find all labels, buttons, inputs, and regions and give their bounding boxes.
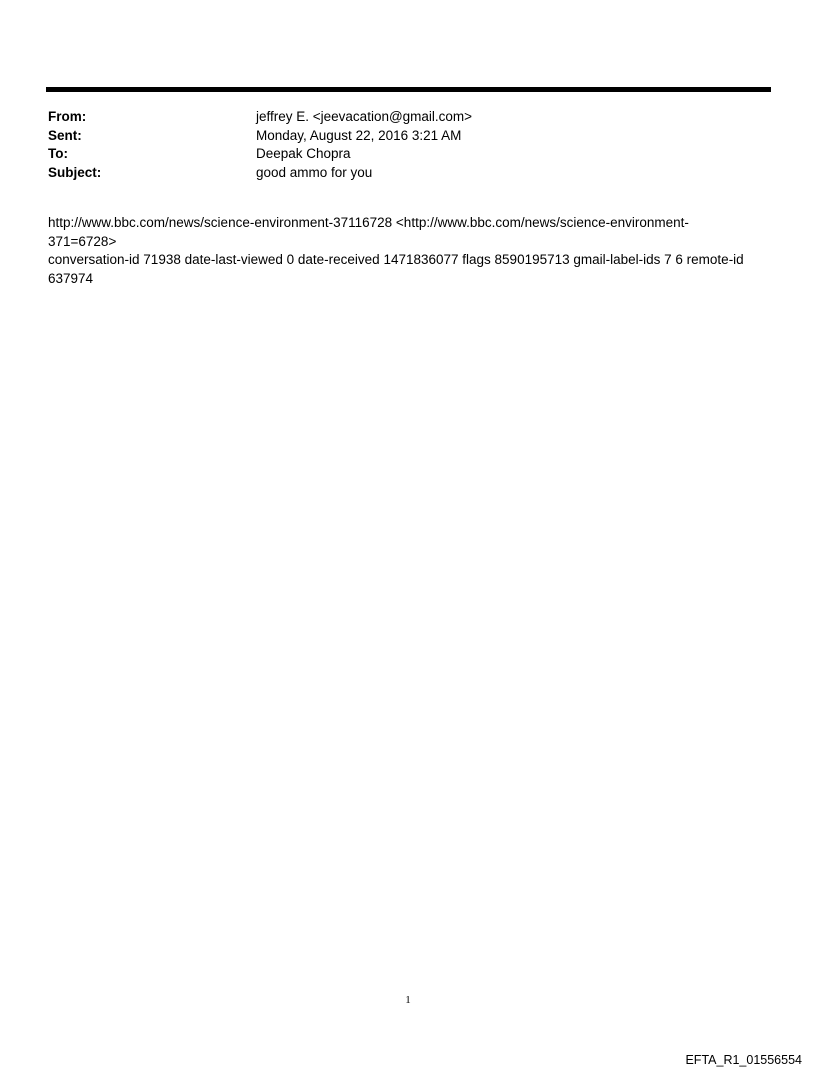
to-row — [48, 145, 768, 164]
body-metadata-continuation: 637974 — [48, 270, 94, 286]
subject-label: Subject: — [48, 164, 102, 180]
email-header — [48, 108, 768, 182]
header-divider — [46, 87, 771, 92]
from-label: From: — [48, 109, 87, 124]
sent-row — [48, 127, 768, 146]
to-label: To: — [48, 146, 68, 161]
page-number: 1 — [405, 994, 411, 1006]
bates-stamp: EFTA_R1_01556554 — [685, 1053, 802, 1067]
body-link-continuation: 371=6728> — [48, 233, 117, 249]
body-link-line: http://www.bbc.com/news/science-environment-37116728 <http://www.bbc.com/news/science-environment- — [48, 215, 689, 230]
sent-value: Monday, August 22, 2016 3:21 AM — [256, 127, 462, 143]
subject-row — [48, 164, 768, 183]
to-value: Deepak Chopra — [256, 146, 351, 161]
email-body — [48, 214, 753, 288]
sent-label: Sent: — [48, 127, 82, 143]
from-value: jeffrey E. <jeevacation@gmail.com> — [256, 109, 473, 124]
body-metadata-line: conversation-id 71938 date-last-viewed 0 date-received 1471836077 flags 8590195713 gmail-label-ids 7 6 remote-id — [48, 252, 744, 267]
subject-value: good ammo for you — [256, 164, 373, 180]
from-row — [48, 108, 768, 127]
